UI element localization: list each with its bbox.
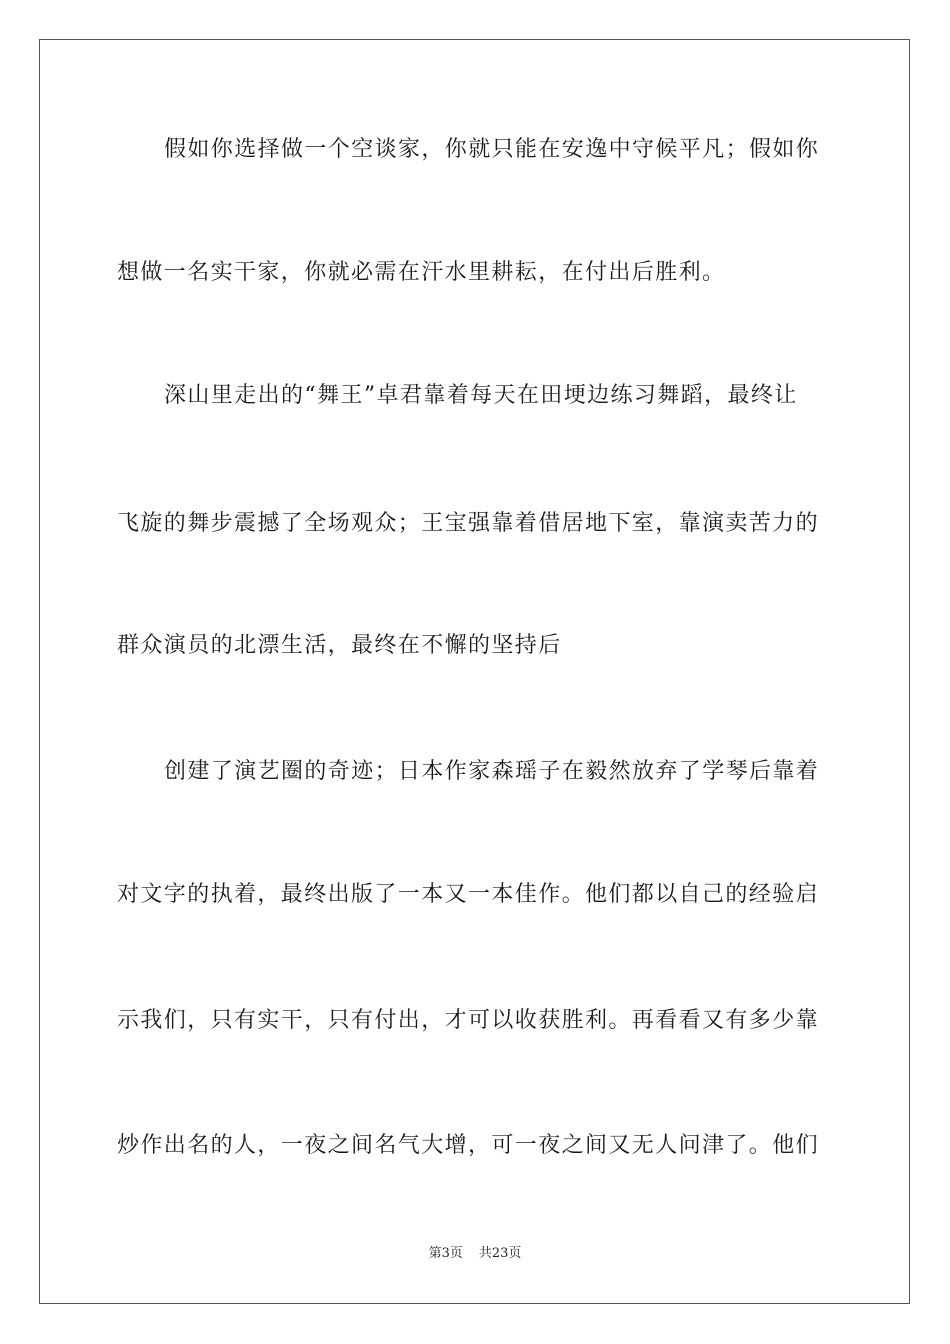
paragraph-line: 群众演员的北漂生活，最终在不懈的坚持后: [117, 633, 562, 658]
paragraph-line: 对文字的执着，最终出版了一本又一本佳作。他们都以自己的经验启: [117, 882, 820, 907]
paragraph-line: 炒作出名的人，一夜之间名气大增，可一夜之间又无人问津了。他们: [117, 1133, 820, 1158]
paragraph-line: 飞旋的舞步震撼了全场观众；王宝强靠着借居地下室，靠演卖苦力的: [117, 511, 820, 536]
paragraph-line: 假如你选择做一个空谈家，你就只能在安逸中守候平凡；假如你: [164, 137, 820, 162]
paragraph-line: 深山里走出的“舞王”卓君靠着每天在田埂边练习舞蹈，最终让: [164, 383, 798, 408]
page-border: [39, 39, 910, 1304]
page-footer: [0, 1245, 950, 1263]
paragraph-line: 想做一名实干家，你就必需在汗水里耕耘，在付出后胜利。: [117, 260, 726, 285]
total-pages: 共23页: [478, 1246, 522, 1261]
paragraph-line: 示我们，只有实干，只有付出，才可以收获胜利。再看看又有多少靠: [117, 1008, 820, 1033]
page-number: 第3页: [428, 1246, 463, 1261]
paragraph-line: 创建了演艺圈的奇迹；日本作家森瑶子在毅然放弃了学琴后靠着: [164, 759, 820, 784]
